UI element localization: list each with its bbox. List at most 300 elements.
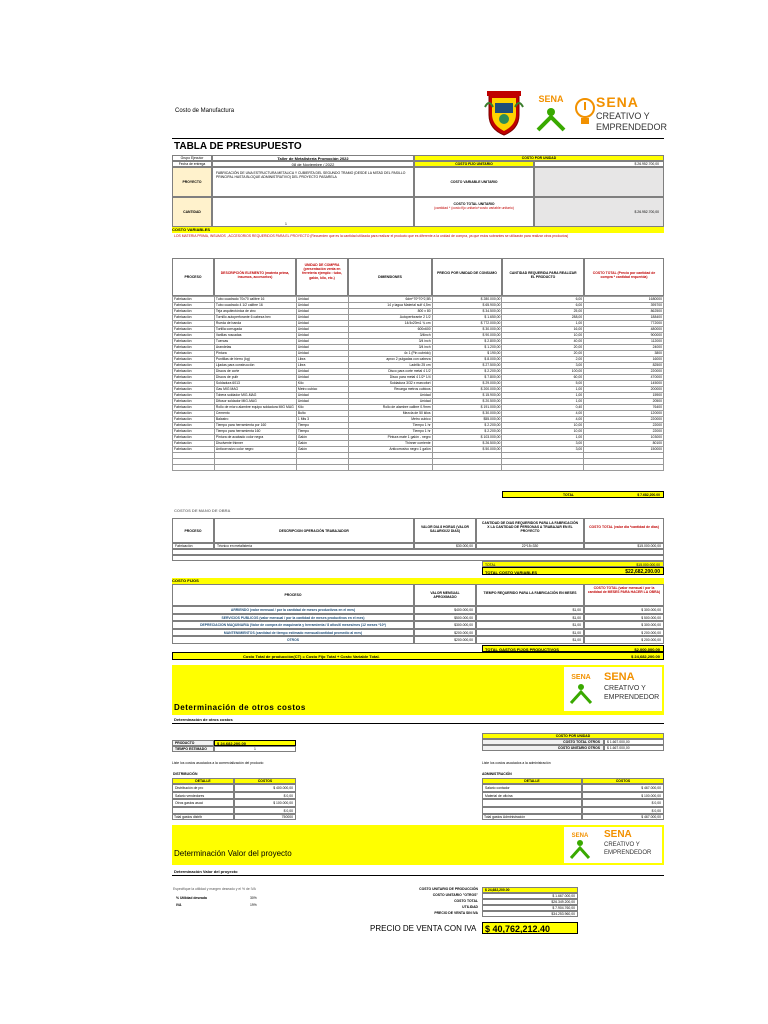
mo-proceso: Fabricación <box>172 543 214 549</box>
sena-wordmark: SENA <box>596 94 639 110</box>
variables-cell: $ 1.200,00 <box>432 345 502 351</box>
variables-cell: Autoperforante 2 1/2 <box>348 315 432 321</box>
dist-cell: $ 0,00 <box>234 807 296 815</box>
variables-cell: 24000 <box>584 345 664 351</box>
valor-row-label: COSTO UNITARIO "OTROS" <box>432 893 478 897</box>
fijos-cell: $1,00 <box>476 621 584 629</box>
variables-cell: Tiempo <box>296 423 348 429</box>
variables-cell: Fabricación <box>173 375 215 381</box>
svg-text:SENA: SENA <box>538 94 564 104</box>
variables-cell: $ 190,00 <box>432 351 502 357</box>
variables-cell: Soldadura 6013 <box>214 381 296 387</box>
variables-cell: $ 200.000,00 <box>432 387 502 393</box>
variables-cell: 3,00 <box>502 441 584 447</box>
variables-cell: 100,00 <box>502 369 584 375</box>
variables-cell: Arandelas <box>214 345 296 351</box>
mo-col-cantidad-dias: CANTIDAD DE DIAS REQUERIDOS PARA LA FABRICACIÓN X LA CANTIDAD DE PERSONAS A TRABAJAR EN EL PROYECTO <box>476 518 584 543</box>
variables-cell: Kilo <box>296 405 348 411</box>
variables-cell: 1680000 <box>584 297 664 303</box>
variables-cell: $ 29.000,00 <box>432 381 502 387</box>
variables-cell: Tiempo para herramienta por 160 <box>214 423 296 429</box>
variables-cell: Unidad <box>296 339 348 345</box>
variables-cell: 22000 <box>584 429 664 435</box>
fecha-label: Fecha de entrega <box>172 161 212 167</box>
variables-cell: $ 27.500,00 <box>432 363 502 369</box>
tabla-presupuesto-title: TABLA DE PRESUPUESTO <box>174 141 302 152</box>
variables-cell: 188400 <box>584 315 664 321</box>
variables-cell: 82500 <box>584 363 664 369</box>
tiempo-label: TIEMPO ESTIMADO <box>172 746 214 752</box>
variables-cell: Fabricación <box>173 411 215 417</box>
adm-note: Liste los costos asociados a la administración <box>482 761 551 765</box>
adm-total-value: $ 467.000,00 <box>582 814 664 820</box>
variables-cell: Pintura <box>214 351 296 357</box>
variables-cell: Discos de corte <box>214 369 296 375</box>
variables-cell: Fabricación <box>173 387 215 393</box>
variables-cell: $ 30.000,00 <box>432 411 502 417</box>
otros-costos-subtitle: Determinación de otros costos <box>174 717 233 722</box>
variables-cell: 10,00 <box>502 429 584 435</box>
variables-cell: Tiempo 1 hr <box>348 423 432 429</box>
variables-cell: $ 8.000,00 <box>432 357 502 363</box>
variables-cell: Unidad <box>296 393 348 399</box>
variables-cell: $ 34.500,00 <box>432 309 502 315</box>
costo-total-produccion-row <box>172 652 664 660</box>
variables-cell: $ 65.900,00 <box>432 303 502 309</box>
variables-cell: Varillas roscadas <box>214 333 296 339</box>
variables-cell: Teja arquitectónica de zinc <box>214 309 296 315</box>
valor-note: Especifique la utilidad y margen deseado y el % de IVA <box>173 887 256 891</box>
variables-cell: Fabricación <box>173 303 215 309</box>
variables-cell: Unidad <box>296 315 348 321</box>
variables-cell: 5,00 <box>502 381 584 387</box>
fecha-value: 08 de Noviembre / 2022 <box>212 161 414 167</box>
variables-cell: 3/4inch <box>348 333 432 339</box>
variables-cell: Balastro <box>214 417 296 423</box>
dist-costos-header: COSTOS <box>234 778 296 784</box>
costo-variable-unitario-label: COSTO VARIABLE UNITARIO <box>414 167 534 197</box>
fijos-cell: $ 500.000,00 <box>584 614 664 622</box>
cf-col-proceso: PROCESO <box>172 584 414 606</box>
valor-row-value: $ 7.904.760,00 <box>482 905 578 911</box>
adm-cell: $ 467.000,00 <box>582 784 664 792</box>
utilidad-value[interactable]: 30% <box>250 896 257 900</box>
creativo-text-3: CREATIVO Y <box>604 842 640 848</box>
col-cantidad-requerida: CANTIDAD REQUERIDA PARA REALIZAR EL PRODUCTO <box>502 258 584 296</box>
variables-cell: Fabricación <box>173 315 215 321</box>
mo-col-valor-dia: VALOR DIA 8 HORAS (VALOR SALARIO/22 DIAS) <box>414 518 476 543</box>
tiempo-value: 1 <box>214 746 296 752</box>
mo-valor-dia: $30.000,00 <box>414 543 476 549</box>
variables-cell: 288,00 <box>502 315 584 321</box>
adm-detalle-header: DETALLE <box>482 778 582 784</box>
variables-cell: Galón <box>296 435 348 441</box>
fijos-cell: $ 200.000,00 <box>584 629 664 637</box>
adm-cell: $ 100.000,00 <box>582 792 664 800</box>
variables-cell: 220000 <box>584 417 664 423</box>
variables-total-value: $ 7.682,200.00 <box>637 493 660 497</box>
variables-cell: $ 7.800,00 <box>432 375 502 381</box>
variables-cell <box>502 465 584 471</box>
costo-unitario-otros-label: COSTO UNITARIO OTROS <box>482 745 604 751</box>
variables-cell <box>214 465 296 471</box>
variables-cell: Ladrillo 25 cm <box>348 363 432 369</box>
valor-proyecto-banner <box>172 825 664 865</box>
variables-cell: 20,00 <box>502 351 584 357</box>
variables-cell: 22000 <box>584 423 664 429</box>
dist-cell: $ 400.000,00 <box>234 784 296 792</box>
cantidad-label: CANTIDAD <box>172 197 212 227</box>
variables-cell: Fabricación <box>173 405 215 411</box>
administracion-title: ADMINISTRACIÓN <box>482 772 512 776</box>
adm-cell <box>482 799 582 807</box>
variables-cell: 112000 <box>584 339 664 345</box>
svg-text:SENA: SENA <box>571 833 589 839</box>
dist-cell: Salario vendedores <box>172 792 234 800</box>
precio-venta-label: PRECIO DE VENTA CON IVA <box>370 924 477 933</box>
producto-value: $ 24,682,200.00 <box>214 740 296 746</box>
fijos-cell: $1,00 <box>476 614 584 622</box>
variables-cell: 40,00 <box>502 339 584 345</box>
variables-cell: Fabricación <box>173 447 215 453</box>
utilidad-label: % Utilidad deseada <box>176 896 207 900</box>
variables-cell: Metro cubico <box>348 417 432 423</box>
variables-cell: $ 2.200,00 <box>432 369 502 375</box>
distribucion-title: DISTRIBUCIÓN <box>173 772 198 776</box>
variables-cell: Puntillas de hierro (kg) <box>214 357 296 363</box>
variables-cell: 1,00 <box>502 393 584 399</box>
variables-cell: Fabricación <box>173 381 215 387</box>
otros-costos-banner <box>172 665 664 715</box>
variables-cell: 4x 1 (Pin cubrido) <box>348 351 432 357</box>
dist-total-label: Total gastos distrib <box>172 814 234 820</box>
total-variables-row <box>482 567 664 575</box>
sena-wordmark-2: SENA <box>604 671 635 683</box>
variables-cell: 220000 <box>584 369 664 375</box>
variables-cell: Unidad <box>296 321 348 327</box>
emprendedor-text-2: EMPRENDEDOR <box>604 694 660 701</box>
adm-costos-header: COSTOS <box>582 778 664 784</box>
total-fijos-row <box>482 645 664 652</box>
variables-cell: Pintura mate 1 galón - negro <box>348 435 432 441</box>
variables-cell: 800 x 80 <box>348 309 432 315</box>
variables-cell: 2,00 <box>502 357 584 363</box>
valor-row-value: $ 1.667.000,00 <box>482 893 578 899</box>
costo-variables-title: COSTO VARIABLES <box>172 227 664 233</box>
fijos-cell: $ 300.000,00 <box>584 606 664 614</box>
sena-logo-3 <box>564 827 662 863</box>
variables-cell: 772000 <box>584 321 664 327</box>
fijos-cell: $300.000,00 <box>414 621 476 629</box>
proyecto-value: FABRICACIÓN DE UNA ESTRUCTURA METALICA Y CUBIERTA DEL SEGUNDO TRAMO (DESDE LA MITAD DEL PASILLO PRINCIPAL HASTA BLOQUE ADMINISTRATIVO) DEL PROYECTO PASARELA <box>212 167 414 197</box>
variables-cell: Fabricación <box>173 327 215 333</box>
variables-cell: Mezcla de 50 kilos <box>348 411 432 417</box>
costo-variables-note: LOS MATERIA PRIMA, INSUMOS , ACCESORIOS REQUERIDOS PARA EL PROYECTO (Recuerden que es la cantidad utilizada para realizar el producto que es diferente a la unidad de compra, ya que estos sobrantes se utilizarán para realizar otros productos) <box>174 234 569 238</box>
variables-cell: Fabricación <box>173 333 215 339</box>
variables-cell: Tobera soldador MIG-MAG <box>214 393 296 399</box>
variables-cell: Anticorrosivo negro 1 galón <box>348 447 432 453</box>
variables-cell: $55.000,00 <box>432 417 502 423</box>
variables-cell: 3,00 <box>502 363 584 369</box>
variables-cell: Unidad <box>296 303 348 309</box>
variables-cell: Metro cubico <box>296 387 348 393</box>
emprendedor-text-3: EMPRENDEDOR <box>604 850 652 856</box>
variables-cell: Disolvente thinner <box>214 441 296 447</box>
variables-total-row <box>502 491 664 498</box>
variables-cell: 3,00 <box>502 447 584 453</box>
variables-cell: $ 280.000,00 <box>432 297 502 303</box>
emprendedor-text: EMPRENDEDOR <box>596 122 668 132</box>
fijos-cell: $200.000,00 <box>414 629 476 637</box>
variables-cell: 20500 <box>584 399 664 405</box>
total-fijos-label: TOTAL GASTOS FIJOS PRODUCTIVOS <box>485 647 559 652</box>
svg-text:SENA: SENA <box>571 674 591 681</box>
variables-cell: Unidad <box>296 327 348 333</box>
costo-manufactura-title: Costo de Manufactura <box>175 108 235 114</box>
variables-cell: Tubo cuadrado 4 1/2 calibre 16 <box>214 303 296 309</box>
dist-detalle-header: DETALLE <box>172 778 234 784</box>
cantidad-value: 1 <box>212 197 414 227</box>
dist-cell: $ 100.000,00 <box>234 799 296 807</box>
valor-row-label: PRECIO DE VENTA SIN IVA <box>434 911 478 915</box>
valor-proyecto-section-title: Determinación Valor del proyecto <box>174 849 292 858</box>
costo-total-unitario-cell <box>414 197 534 227</box>
variables-cell: Unidad <box>296 375 348 381</box>
costo-total-otros-value: $ 1.667.000,00 <box>604 739 664 745</box>
fijos-cell: $200.000,00 <box>414 636 476 644</box>
variables-cell: Tiempo 1 hr <box>348 429 432 435</box>
variables-cell: 120000 <box>584 411 664 417</box>
divider <box>172 723 664 724</box>
variables-cell: Fabricación <box>173 363 215 369</box>
variables-cell: Fabricación <box>173 339 215 345</box>
variables-cell: Tiempo <box>296 429 348 435</box>
variables-cell: Unidad <box>296 309 348 315</box>
variables-cell: Galón <box>296 441 348 447</box>
fijos-cell: $1,00 <box>476 636 584 644</box>
variables-cell: 4,00 <box>502 417 584 423</box>
variables-cell: Thinner corriente <box>348 441 432 447</box>
variables-cell: Rollo de alambre calibre 0.9mm <box>348 405 432 411</box>
variables-cell: $ 1.650,00 <box>432 315 502 321</box>
variables-cell: 3800 <box>584 351 664 357</box>
variables-cell: Soldadura 3/32 x marcofort <box>348 381 432 387</box>
fijos-cell: OTROS <box>172 636 414 644</box>
variables-cell: 16000 <box>584 357 664 363</box>
variables-cell: Unidad <box>348 399 432 405</box>
variables-cell <box>296 465 348 471</box>
ct-value: $ 24,682,200.00 <box>631 654 660 659</box>
proyecto-label: PROYECTO <box>172 167 212 197</box>
fijos-cell: $400.000,00 <box>414 606 476 614</box>
costo-fijo-unitario-label: COSTO FIJO UNITARIO <box>414 161 534 167</box>
variables-cell: $ 26.500,00 <box>432 441 502 447</box>
creativo-text-2: CREATIVO Y <box>604 685 646 692</box>
fijos-cell: SERVICIOS PUBLICOS (valor mensual / por la cantidad de meses productivos en el mes) <box>172 614 414 622</box>
cf-col-costo-total: COSTO TOTAL (valor mensual / por la cantidad de MESES PARA HACER LA OBRA) <box>584 584 664 606</box>
adm-cell: $ 0,00 <box>582 799 664 807</box>
variables-cell: Bulto <box>296 411 348 417</box>
variables-cell: Fabricación <box>173 393 215 399</box>
variables-cell: Fabricación <box>173 351 215 357</box>
variables-cell: Fabricación <box>173 309 215 315</box>
fijos-cell: MANTENIMIENTOS (cantidad de tiempo estimado mensual/cantidad promedio al mes) <box>172 629 414 637</box>
divider <box>172 875 664 876</box>
fijos-cell: $ 300.000,00 <box>584 621 664 629</box>
variables-cell: 395700 <box>584 303 664 309</box>
variables-empty-row <box>173 465 664 471</box>
costo-unitario-otros-value: $ 1.667.000,00 <box>604 745 664 751</box>
variables-cell: $ 30.000,00 <box>432 327 502 333</box>
variables-cell: 14/4x20m1 ¾ cm <box>348 321 432 327</box>
mo-col-costo-total: COSTO TOTAL (valor dia *cantidad de dias) <box>584 518 664 543</box>
col-proceso: PROCESO <box>172 258 214 296</box>
variables-cell: Unidad <box>296 333 348 339</box>
variables-cell: Tortilla corrugada <box>214 327 296 333</box>
dist-cell: $ 0,00 <box>234 792 296 800</box>
variables-cell: $ 20.500,00 <box>432 399 502 405</box>
grupo-value: Taller de Metalistería Promoción 2022 <box>212 155 414 161</box>
variables-cell: Unidad <box>296 351 348 357</box>
creativo-text: CREATIVO Y <box>596 111 650 121</box>
variables-table <box>172 296 664 471</box>
col-precio-unidad: PRECIO POR UNIDAD DE CONSUMO <box>432 258 502 296</box>
variables-cell: 1,00 <box>502 399 584 405</box>
sena-logo-2 <box>564 667 662 711</box>
costo-fijo-unitario-value: $ 26.952.700,00 <box>534 161 664 167</box>
variables-cell: 6dm*70*70*2,5B <box>348 297 432 303</box>
adm-cell: Salario contador <box>482 784 582 792</box>
variables-cell: Fabricación <box>173 297 215 303</box>
col-descripcion: DESCRIPCIÓN ELEMENTO (materia prima, insumos, accesorios) <box>214 258 296 296</box>
spreadsheet-page <box>172 88 668 938</box>
variables-cell: 200000 <box>584 387 664 393</box>
mano-obra-title: COSTOS DE MANO DE OBRA <box>174 508 231 513</box>
valor-row-label: COSTO TOTAL <box>454 899 478 903</box>
variables-cell: 862500 <box>584 309 664 315</box>
variables-cell: 14 y lagua Material sulf 4,5m <box>348 303 432 309</box>
variables-cell: Fabricación <box>173 429 215 435</box>
variables-cell: 25,00 <box>502 309 584 315</box>
variables-cell: $ 2.800,00 <box>432 339 502 345</box>
variables-cell: Unidad <box>296 297 348 303</box>
costo-total-unitario-label: COSTO TOTAL UNITARIO <box>453 202 495 206</box>
fijos-cell: $1,00 <box>476 606 584 614</box>
variables-cell: 6,00 <box>502 297 584 303</box>
variables-cell: Recarga metros cubicos <box>348 387 432 393</box>
dist-cell: Otros gastos asoci <box>172 799 234 807</box>
variables-cell: $ 15.900,00 <box>432 393 502 399</box>
variables-cell: $ 50.000,00 <box>432 447 502 453</box>
col-dimensiones: DIMENSIONES <box>348 258 432 296</box>
adm-cell: Material de oficina <box>482 792 582 800</box>
variables-cell: Discos de pulir <box>214 375 296 381</box>
sena-logo <box>530 90 668 140</box>
variables-cell: 60,00 <box>502 375 584 381</box>
variables-cell: Fabricación <box>173 417 215 423</box>
variables-cell: Disco para corte metal 4 1/2 <box>348 369 432 375</box>
costo-variable-unitario-value <box>534 167 664 197</box>
otros-costo-por-unidad: COSTO POR UNIDAD <box>482 733 664 739</box>
variables-cell: Tornillo autoperforante 6 cabeza hex <box>214 315 296 321</box>
mo-costo-total: $15.000.000,00 <box>584 543 664 549</box>
total-variables-value: $22,682,200.00 <box>625 569 660 575</box>
dist-note: Liste los costos asociados a la comercialización del producto <box>172 761 264 765</box>
variables-cell: 1,00 <box>502 387 584 393</box>
variables-cell: 3/4 inch <box>348 345 432 351</box>
grupo-label: Grupo Ejecutor <box>172 155 212 161</box>
variables-cell: 480000 <box>584 327 664 333</box>
variables-cell: Tubo cuadrado 70x70 calibre 16 <box>214 297 296 303</box>
variables-cell: 3/4 inch <box>348 339 432 345</box>
variables-cell: Fabricación <box>173 357 215 363</box>
variables-cell: 6,00 <box>502 303 584 309</box>
variables-cell: 470000 <box>584 375 664 381</box>
variables-cell: 145000 <box>584 381 664 387</box>
variables-cell: 1,00 <box>502 321 584 327</box>
producto-label: PRODUCTO <box>172 740 214 746</box>
variables-cell: 1 Mts 3 <box>296 417 348 423</box>
variables-cell: Disco para metal 4 1/2* 1/4 <box>348 375 432 381</box>
variables-cell: $ 2.200,00 <box>432 429 502 435</box>
precio-venta-value: $ 40,762,212.40 <box>482 922 578 934</box>
variables-cell: $ 191.000,00 <box>432 405 502 411</box>
school-crest-logo <box>483 89 525 137</box>
fijos-cell: DEPRECIACION MAQUINARIA (Valor de compra de maquinaria y herramienta / 8 años/6 meses/mes (12 meses *10*) <box>172 621 414 629</box>
fijos-cell: $1,00 <box>476 629 584 637</box>
fijos-cell: $ 200.000,00 <box>584 636 664 644</box>
variables-cell: Gas MIG MAG <box>214 387 296 393</box>
variables-cell: Rollo de micro alambre equipo soldadura MIG MAG <box>214 405 296 411</box>
valor-proyecto-subtitle: Determinación Valor del proyecto <box>174 869 238 874</box>
mo-col-proceso: PROCESO <box>172 518 214 543</box>
total-variables-label: TOTAL COSTO VARIABLES <box>485 570 538 575</box>
valor-row-value: $ 24,682,200.00 <box>482 887 578 893</box>
mo-cantidad-dias: 22*15=330 <box>476 543 584 549</box>
variables-cell: Difusor soldador MIG-MAG <box>214 399 296 405</box>
iva-value[interactable]: 19% <box>250 903 257 907</box>
variables-cell: 16,00 <box>502 327 584 333</box>
variables-cell: Unidad <box>296 399 348 405</box>
variables-cell: Fabricación <box>173 441 215 447</box>
variables-cell: 76400 <box>584 405 664 411</box>
mo-descripcion: Técnico en metalistería <box>214 543 414 549</box>
costo-total-unitario-note: (cantidad * (costo fijo unitario+costo variable unitario) <box>434 206 514 211</box>
variables-cell: 150000 <box>584 447 664 453</box>
variables-cell: 10,00 <box>502 423 584 429</box>
variables-cell: 80100 <box>584 441 664 447</box>
variables-cell: Kilo <box>296 381 348 387</box>
variables-cell: Fabricación <box>173 423 215 429</box>
variables-cell: Fabricación <box>173 321 215 327</box>
variables-cell: aprox 2 pulgadas con cabeza <box>348 357 432 363</box>
variables-cell: Unidad <box>296 345 348 351</box>
variables-cell <box>348 465 432 471</box>
col-unidad-compra: UNIDAD DE COMPRA (presentación venta en ferretería ejemplo : tubo, galón, kilo, etc.) <box>296 258 348 296</box>
variables-cell: Pintura de acabado color negra <box>214 435 296 441</box>
total-fijos-value: $2,000,000.00 <box>634 647 660 652</box>
cf-col-tiempo: TIEMPO REQUERIDO PARA LA FABRICACIÓN EN MESES <box>476 584 584 606</box>
valor-row-label: COSTO UNITARIO DE PRODUCCIÓN <box>419 887 478 891</box>
variables-cell: 20,00 <box>502 345 584 351</box>
valor-row-label: UTILIDAD <box>462 905 478 909</box>
fijos-cell: $500.000,00 <box>414 614 476 622</box>
mo-total-value: $15.000.000,00 <box>636 563 660 567</box>
col-costo-total: COSTO TOTAL (Precio por cantidad de compra * cantidad requerida) <box>584 258 664 296</box>
variables-cell: 15900 <box>584 393 664 399</box>
valor-row-value: $34.253.960,00 <box>482 911 578 917</box>
sena-wordmark-3: SENA <box>604 829 632 840</box>
